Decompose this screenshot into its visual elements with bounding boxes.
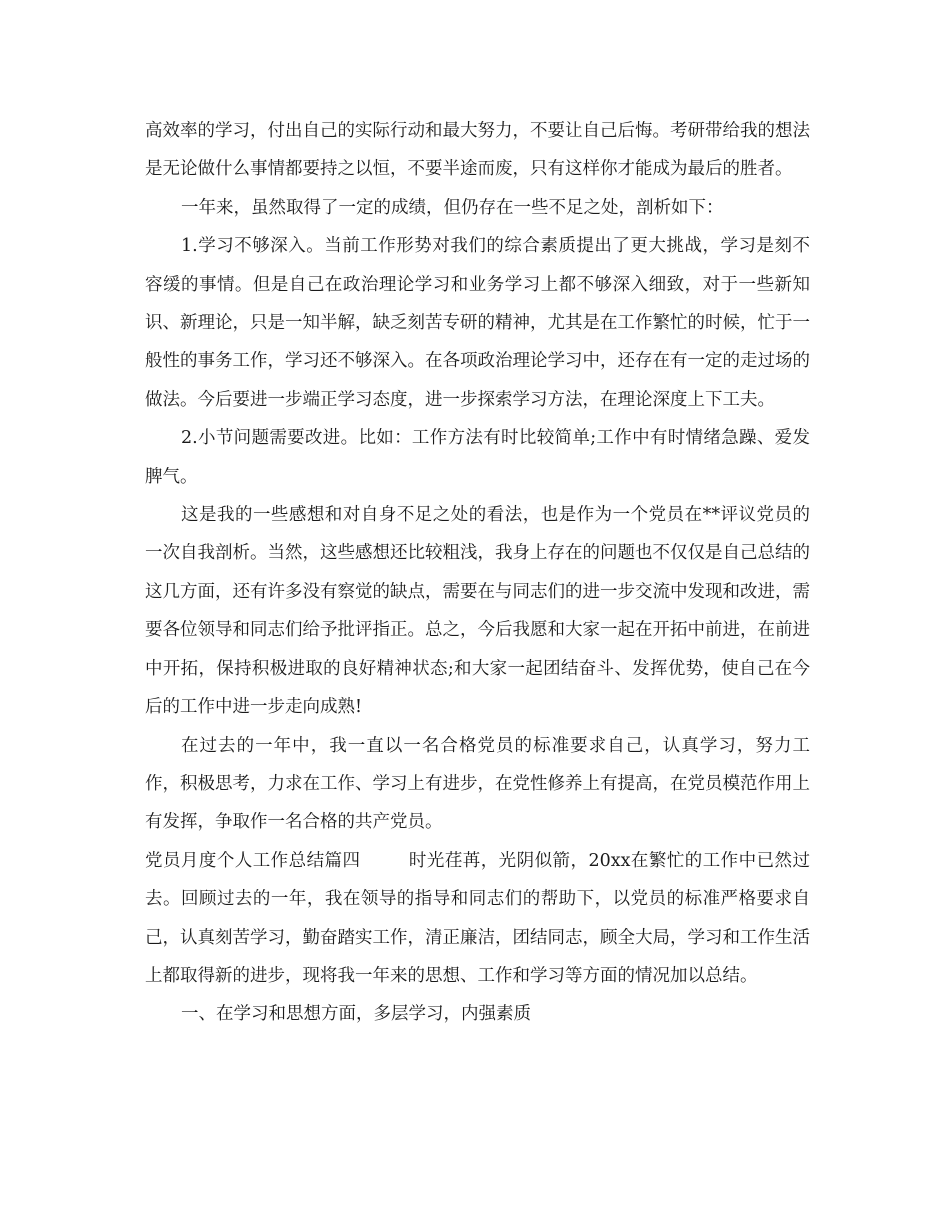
document-body [145,112,810,1034]
section-title: 党员月度个人工作总结篇四 [145,850,361,871]
paragraph-5: 这是我的一些感想和对自身不足之处的看法，也是作为一个党员在**评议党员的一次自我剖析。当然，这些感想还比较粗浅，我身上存在的问题也不仅仅是自己总结的这几方面，还有许多没有察觉的缺点，需要在与同志们的进一步交流中发现和改进，需要各位领导和同志们给予批评指正。总之，今后我愿和大家一起在开拓中前进，在前进中开拓，保持积极进取的良好精神状态;和大家一起团结奋斗、发挥优势，使自己在今后的工作中进一步走向成熟! [145,505,810,718]
paragraph-4: 2.小节问题需要改进。比如：工作方法有时比较简单;工作中有时情绪急躁、爱发脾气。 [145,428,810,487]
paragraph-2: 一年来，虽然取得了一定的成绩，但仍存在一些不足之处，剖析如下： [181,197,724,218]
section-paragraph [145,842,810,996]
paragraph-3: 1.学习不够深入。当前工作形势对我们的综合素质提出了更大挑战，学习是刻不容缓的事情。但是自己在政治理论学习和业务学习上都不够深入细致，对于一些新知识、新理论，只是一知半解，缺乏刻苦专研的精神，尤其是在工作繁忙的时候，忙于一般性的事务工作，学习还不够深入。在各项政治理论学习中，还存在有一定的走过场的做法。今后要进一步端正学习态度，进一步探索学习方法，在理论深度上下工夫。 [145,236,810,410]
paragraph-1: 高效率的学习，付出自己的实际行动和最大努力，不要让自己后悔。考研带给我的想法是无论做什么事情都要持之以恒，不要半途而废，只有这样你才能成为最后的胜者。 [145,121,810,180]
paragraph-6: 在过去的一年中，我一直以一名合格党员的标准要求自己，认真学习，努力工作，积极思考，力求在工作、学习上有进步，在党性修养上有提高，在党员模范作用上有发挥，争取作一名合格的共产党员。 [145,735,810,833]
subheading: 一、在学习和思想方面，多层学习，内强素质 [181,1004,531,1025]
section-body: 时光荏苒，光阴似箭，20xx在繁忙的工作中已然过去。回顾过去的一年，我在领导的指导和同志们的帮助下，以党员的标准严格要求自己，认真刻苦学习，勤奋踏实工作，清正廉洁，团结同志，顾全大局，学习和工作生活上都取得新的进步，现将我一年来的思想、工作和学习等方面的情况加以总结。 [145,850,810,986]
